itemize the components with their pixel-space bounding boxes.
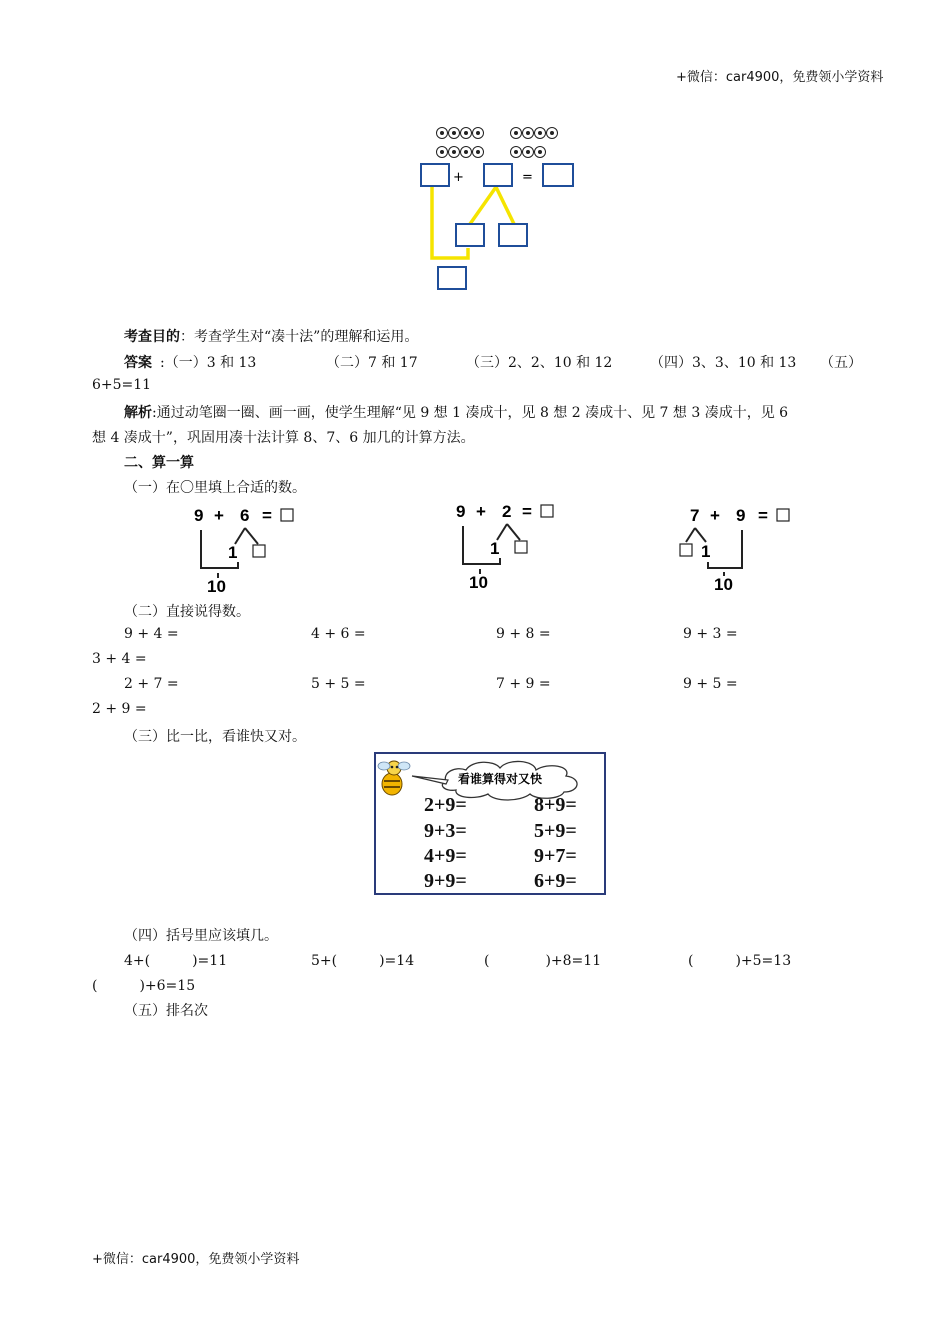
- part2-row1-item4: 9 + 3 =: [683, 626, 738, 642]
- soccer-balls-right: [511, 128, 558, 158]
- bee-icon: [378, 761, 410, 795]
- fig2-split: 1: [490, 539, 500, 558]
- footer-watermark: +微信：car4900，免费领小学资料: [92, 1252, 300, 1267]
- answer-label: 答案: [124, 355, 152, 371]
- part4-wrap: ( )+6=15: [92, 978, 196, 994]
- quiz-right-4: 6+9=: [534, 870, 577, 892]
- analysis-line-2: 想 4 凑成十”，巩固用凑十法计算 8、7、6 加几的计算方法。: [92, 430, 475, 446]
- answer-boxes: [421, 164, 573, 289]
- part4-item2: 5+( )=14: [311, 953, 415, 969]
- part4-item3: ( )+8=11: [484, 953, 602, 969]
- quiz-panel: [374, 752, 606, 895]
- fig2-result-box: [541, 505, 553, 517]
- fig2-a: 9: [456, 502, 466, 521]
- part2-row2-item1: 2 + 7 =: [124, 676, 179, 692]
- split-figure-3: [676, 502, 806, 597]
- part2-row1-item3: 9 + 8 =: [496, 626, 551, 642]
- part5-title: （五）排名次: [124, 1003, 208, 1019]
- part1-title: （一）在〇里填上合适的数。: [124, 480, 306, 496]
- part4-item1: 4+( )=11: [124, 953, 228, 969]
- quiz-right-2: 5+9=: [534, 820, 577, 842]
- yellow-connector-lines: [432, 187, 514, 258]
- quiz-left-4: 9+9=: [424, 870, 467, 892]
- part2-row1-wrap: 3 + 4 =: [92, 651, 147, 667]
- top-equal-sign: =: [522, 170, 533, 185]
- split-figure-1: [190, 502, 310, 597]
- answer-item-3: （三）2、2、10 和 12: [466, 355, 613, 371]
- fig3-b: 9: [736, 506, 746, 525]
- quiz-left-3: 4+9=: [424, 845, 467, 867]
- fig1-op: +: [214, 506, 224, 525]
- fig2-ten: 10: [469, 573, 488, 592]
- analysis-line-1: [124, 402, 788, 422]
- part2-row2-item2: 5 + 5 =: [311, 676, 366, 692]
- part2-row1-item2: 4 + 6 =: [311, 626, 366, 642]
- quiz-left-1: 2+9=: [424, 794, 467, 816]
- top-plus-sign: +: [453, 170, 464, 185]
- fig3-split: 1: [701, 542, 711, 561]
- quiz-left-2: 9+3=: [424, 820, 467, 842]
- part2-row2-wrap: 2 + 9 =: [92, 701, 147, 717]
- purpose-label: 考查目的: [124, 329, 180, 345]
- fig1-split: 1: [228, 543, 238, 562]
- part3-title: （三）比一比，看谁快又对。: [124, 729, 306, 745]
- part2-title: （二）直接说得数。: [124, 604, 250, 620]
- fig3-result-box: [777, 509, 789, 521]
- part2-row2-item4: 9 + 5 =: [683, 676, 738, 692]
- fig1-split-box: [253, 545, 265, 557]
- fig2-eq: =: [522, 502, 532, 521]
- fig3-eq: =: [758, 506, 768, 525]
- header-watermark: +微信：car4900，免费领小学资料: [676, 70, 884, 85]
- purpose-text: ：考查学生对“凑十法”的理解和运用。: [180, 329, 419, 345]
- top-figure: [410, 120, 590, 300]
- answer-item-5: （五）: [820, 355, 862, 371]
- fig1-eq: =: [262, 506, 272, 525]
- cloud-text: 看谁算得对又快: [458, 772, 543, 786]
- fig1-a: 9: [194, 506, 204, 525]
- quiz-right-3: 9+7=: [534, 845, 577, 867]
- fig3-a: 7: [690, 506, 700, 525]
- fig2-op: +: [476, 502, 486, 521]
- soccer-balls-left: [437, 128, 484, 158]
- answer-item-1: :（一）3 和 13: [160, 355, 257, 371]
- fig1-ten: 10: [207, 577, 226, 596]
- answer-item-2: （二）7 和 17: [326, 355, 418, 371]
- purpose-line: [124, 326, 418, 346]
- fig3-op: +: [710, 506, 720, 525]
- part2-row1-item1: 9 + 4 =: [124, 626, 179, 642]
- analysis-text-1: :通过动笔圈一圈、画一画，使学生理解“见 9 想 1 凑成十，见 8 想 2 凑成十、见 7 想 3 凑成十，见 6: [152, 405, 789, 421]
- split-figure-2: [452, 498, 572, 593]
- quiz-right-1: 8+9=: [534, 794, 577, 816]
- fig3-split-box: [680, 544, 692, 556]
- fig2-b: 2: [502, 502, 512, 521]
- fig1-b: 6: [240, 506, 250, 525]
- part4-item4: ( )+5=13: [688, 953, 792, 969]
- answer-item-4: （四）3、3、10 和 13: [650, 355, 797, 371]
- part2-row2-item3: 7 + 9 =: [496, 676, 551, 692]
- fig1-result-box: [281, 509, 293, 521]
- part4-title: （四）括号里应该填几。: [124, 928, 278, 944]
- answer-wrap: 6+5=11: [92, 377, 152, 393]
- fig2-split-box: [515, 541, 527, 553]
- fig3-ten: 10: [714, 575, 733, 594]
- analysis-label: 解析: [124, 405, 152, 421]
- section-title: 二、算一算: [124, 455, 194, 471]
